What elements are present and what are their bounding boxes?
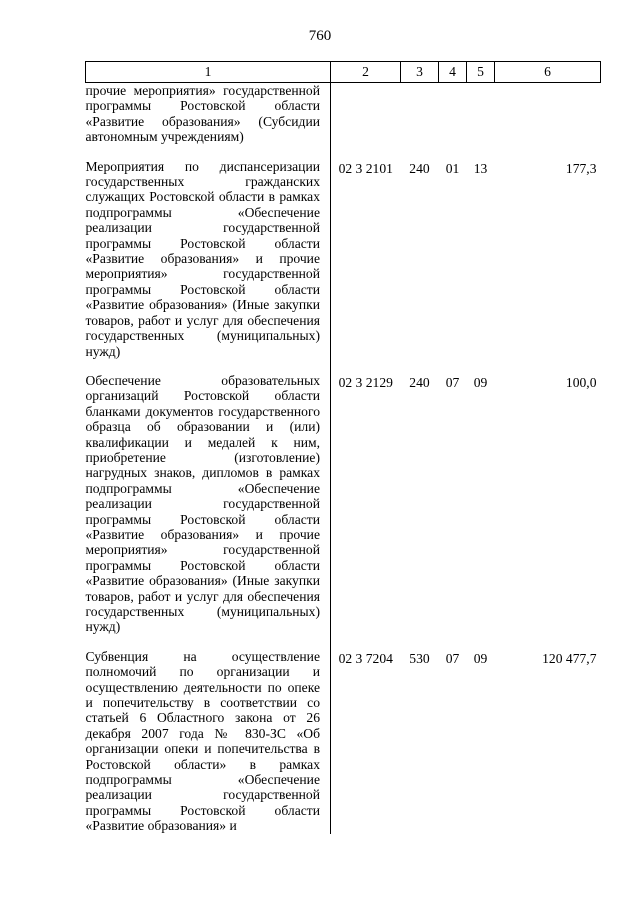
header-col-4: 4 bbox=[439, 62, 467, 83]
row-type bbox=[401, 83, 439, 145]
row-amount: 120 477,7 bbox=[542, 650, 597, 666]
table-header bbox=[86, 62, 601, 83]
table-row bbox=[86, 83, 601, 145]
row-description: прочие мероприятия» государственной программы Ростовской области «Развитие образования» (Субсидии автономным учреждениям) bbox=[86, 83, 331, 145]
header-row bbox=[86, 62, 601, 83]
budget-table bbox=[85, 61, 601, 834]
header-col-6: 6 bbox=[495, 62, 601, 83]
row-type: 240 bbox=[409, 160, 430, 176]
row-code: 02 3 2101 bbox=[338, 160, 393, 176]
row-type: 240 bbox=[409, 374, 430, 390]
row-spacer bbox=[86, 145, 601, 159]
row-section: 07 bbox=[445, 650, 460, 666]
header-col-5: 5 bbox=[467, 62, 495, 83]
header-col-3: 3 bbox=[401, 62, 439, 83]
row-description: Мероприятия по диспансеризации государственных гражданских служащих Ростовской области в рамках подпрограммы «Обеспечение реализации государственной программы Ростовской области «Развитие образования» и прочие мероприятия» государственной программы Ростовской области «Развитие образования» (Иные закупки товаров, работ и услуг для обеспечения государственных (муниципальных) нужд) bbox=[86, 159, 331, 359]
table-row bbox=[86, 373, 601, 635]
row-subsection bbox=[467, 83, 495, 145]
row-type: 530 bbox=[409, 650, 430, 666]
row-amount: 177,3 bbox=[565, 160, 597, 176]
header-col-1: 1 bbox=[86, 62, 331, 83]
row-description: Обеспечение образовательных организаций Ростовской области бланками документов государственного образца об образовании и (или) квалификации и медалей к ним, приобретение (изготовление) нагрудных знаков, дипломов в рамках подпрограммы «Обеспечение реализации государственной программы Ростовской области «Развитие образования» и прочие мероприятия» государственной программы Ростовской области «Развитие образования» (Иные закупки товаров, работ и услуг для обеспечения государственных (муниципальных) нужд) bbox=[86, 373, 331, 635]
table-row bbox=[86, 649, 601, 834]
row-section: 01 bbox=[445, 160, 460, 176]
row-spacer bbox=[86, 635, 601, 649]
row-description: Субвенция на осуществление полномочий по организации и осуществлению деятельности по опеке и попечительству в соответствии со статьей 6 Областного закона от 26 декабря 2007 года № 830-ЗС «Об организации опеки и попечительства в Ростовской области» в рамках подпрограммы «Обеспечение реализации государственной программы Ростовской области «Развитие образования» и bbox=[86, 649, 331, 834]
row-section: 07 bbox=[445, 374, 460, 390]
row-code: 02 3 7204 bbox=[338, 650, 393, 666]
row-subsection: 09 bbox=[473, 650, 488, 666]
row-amount: 100,0 bbox=[565, 374, 597, 390]
row-amount bbox=[495, 83, 601, 145]
table-body bbox=[86, 83, 601, 834]
row-section bbox=[439, 83, 467, 145]
page-number: 760 bbox=[308, 28, 332, 44]
row-code: 02 3 2129 bbox=[338, 374, 393, 390]
row-code bbox=[331, 83, 401, 145]
table-row bbox=[86, 159, 601, 359]
row-subsection: 13 bbox=[473, 160, 488, 176]
header-col-2: 2 bbox=[331, 62, 401, 83]
row-spacer bbox=[86, 359, 601, 373]
row-subsection: 09 bbox=[473, 374, 488, 390]
